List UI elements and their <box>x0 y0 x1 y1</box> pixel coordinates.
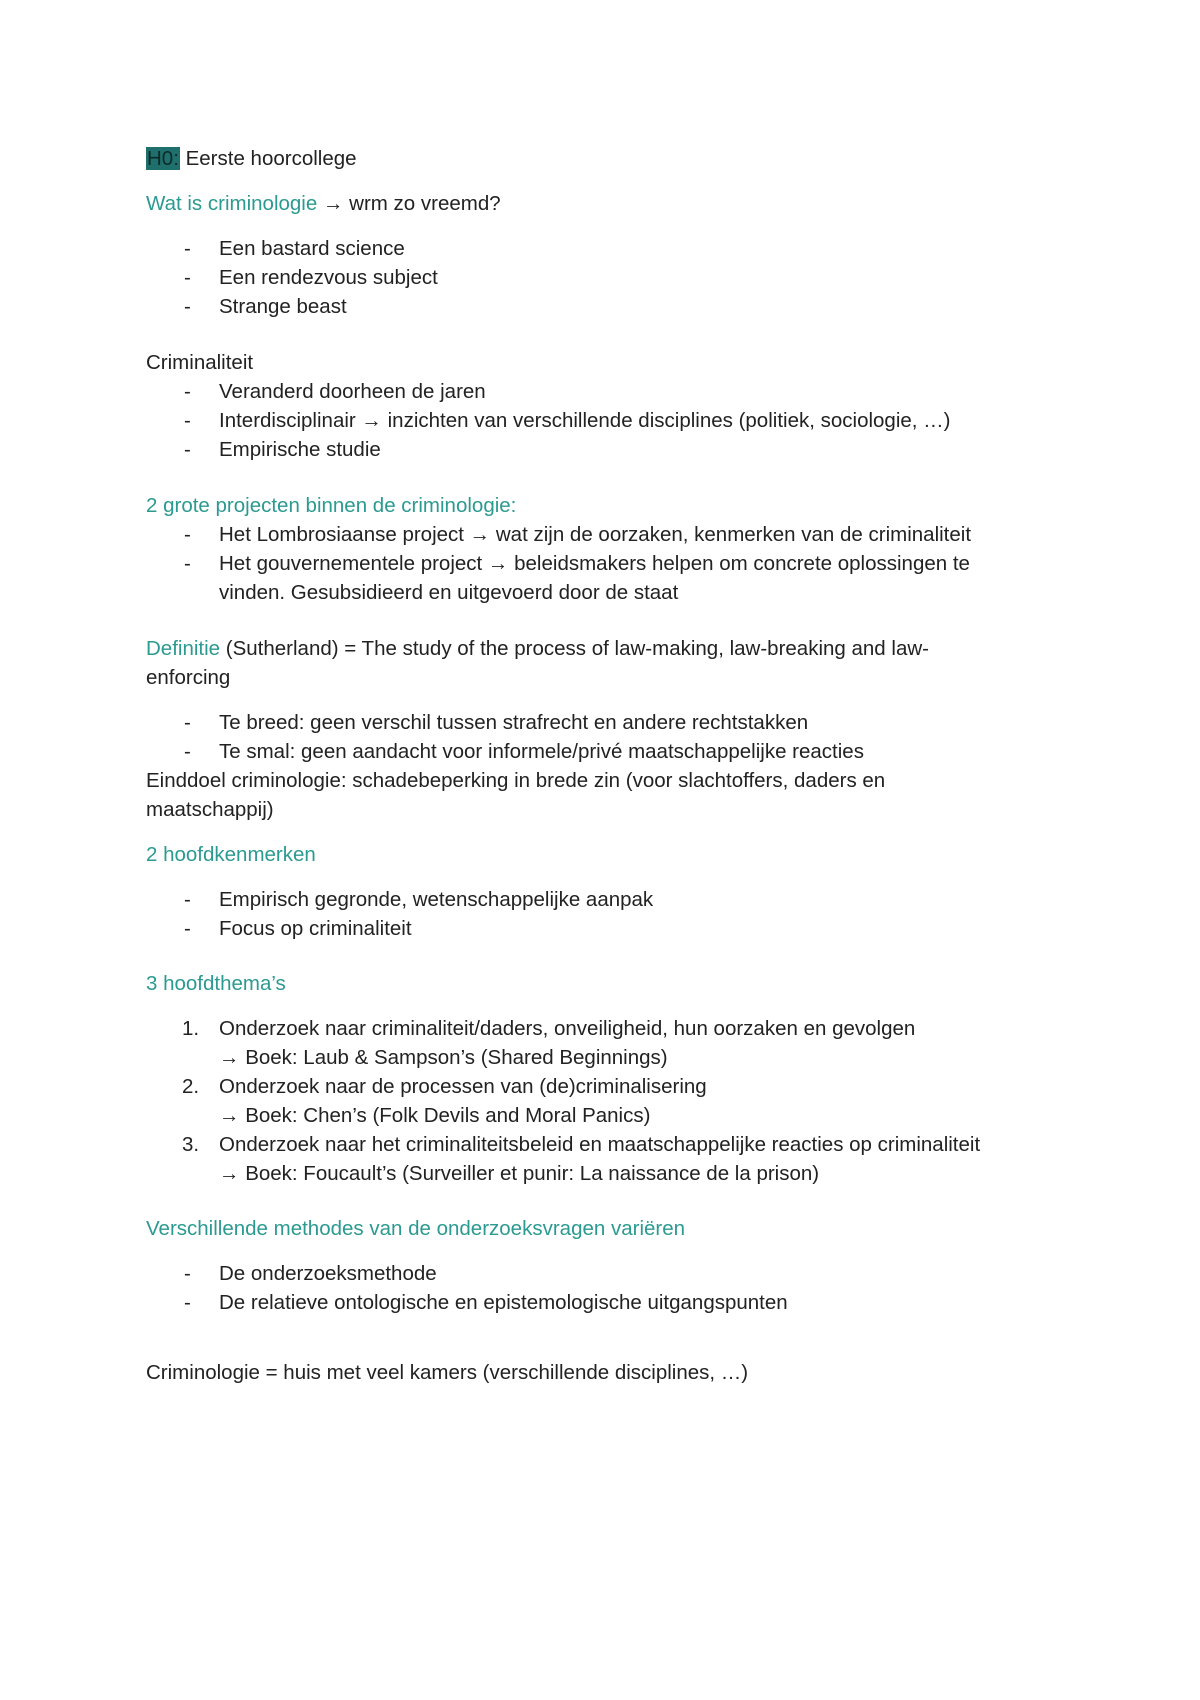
closing-statement: Criminologie = huis met veel kamers (verschillende disciplines, …) <box>146 1361 749 1384</box>
list-projects <box>146 520 1066 607</box>
list-number: 1. <box>182 1017 200 1040</box>
dash-marker: - <box>184 552 191 575</box>
list-number: 2. <box>182 1075 200 1098</box>
list-item-text: Het gouvernementele project → beleidsmakers helpen om concrete oplossingen te vinden. Gesubsidieerd en uitgevoerd door de staat <box>219 552 970 604</box>
definition-text: (Sutherland) = The study of the process of law-making, law-breaking and law-enforcing <box>146 637 929 689</box>
list-item <box>146 377 1066 406</box>
heading-colored-part: Wat is criminologie <box>146 192 318 215</box>
list-item <box>146 406 1066 435</box>
end-goal-paragraph: Einddoel criminologie: schadebeperking in brede zin (voor slachtoffers, daders en maatschappij) <box>146 769 886 821</box>
list-item <box>146 1072 1066 1130</box>
list-item-text: Focus op criminaliteit <box>219 917 412 940</box>
list-item <box>146 1259 1066 1288</box>
list-item <box>146 737 1066 766</box>
list-item-text: Te smal: geen aandacht voor informele/privé maatschappelijke reacties <box>219 740 864 763</box>
section-heading-criminality: Criminaliteit <box>146 351 254 374</box>
list-item-text: Onderzoek naar het criminaliteitsbeleid en maatschappelijke reacties op criminaliteit <box>219 1133 981 1156</box>
document-content <box>146 144 1066 1387</box>
list-item <box>146 708 1066 737</box>
list-methods <box>146 1259 1066 1317</box>
section-heading-main-features: 2 hoofdkenmerken <box>146 843 316 866</box>
dash-marker: - <box>184 1262 191 1285</box>
section-heading-what-is-criminology <box>146 189 1066 218</box>
dash-marker: - <box>184 295 191 318</box>
section-heading-methods: Verschillende methodes van de onderzoeksvragen variëren <box>146 1217 686 1240</box>
definition-paragraph <box>146 634 966 692</box>
dash-marker: - <box>184 740 191 763</box>
dash-marker: - <box>184 438 191 461</box>
list-main-features <box>146 885 1066 943</box>
chapter-code-highlight: H0: <box>147 147 179 170</box>
list-item <box>146 549 1066 607</box>
list-item-text: Empirisch gegronde, wetenschappelijke aanpak <box>219 888 654 911</box>
page-title <box>146 144 1066 173</box>
dash-marker: - <box>184 711 191 734</box>
book-reference: → Boek: Laub & Sampson’s (Shared Beginnings) <box>219 1046 668 1069</box>
list-item-text: Een bastard science <box>219 237 405 260</box>
list-item <box>146 234 1066 263</box>
list-number: 3. <box>182 1133 200 1156</box>
list-item <box>146 1130 1066 1188</box>
section-heading-projects: 2 grote projecten binnen de criminologie: <box>146 494 517 517</box>
list-item-text: De onderzoeksmethode <box>219 1262 437 1285</box>
list-item <box>146 520 1066 549</box>
list-item <box>146 435 1066 464</box>
list-item-text: Empirische studie <box>219 438 381 461</box>
dash-marker: - <box>184 266 191 289</box>
list-item-text: Het Lombrosiaanse project → wat zijn de oorzaken, kenmerken van de criminaliteit <box>219 523 972 546</box>
dash-marker: - <box>184 523 191 546</box>
section-heading-main-themes: 3 hoofdthema’s <box>146 972 286 995</box>
list-item <box>146 292 1066 321</box>
list-item-text: Onderzoek naar criminaliteit/daders, onveiligheid, hun oorzaken en gevolgen <box>219 1017 916 1040</box>
list-criminality <box>146 377 1066 464</box>
dash-marker: - <box>184 917 191 940</box>
list-item <box>146 1014 1066 1072</box>
list-item <box>146 1288 1066 1317</box>
dash-marker: - <box>184 380 191 403</box>
list-definition-critique <box>146 708 1066 766</box>
page-title-text: Eerste hoorcollege <box>185 147 357 170</box>
list-item-text: Interdisciplinair → inzichten van verschillende disciplines (politiek, sociologie, …) <box>219 409 951 432</box>
list-main-themes <box>146 1014 1066 1188</box>
list-item-text: Veranderd doorheen de jaren <box>219 380 486 403</box>
definition-term: Definitie <box>146 637 221 660</box>
list-what-is-criminology <box>146 234 1066 321</box>
dash-marker: - <box>184 888 191 911</box>
dash-marker: - <box>184 237 191 260</box>
list-item <box>146 914 1066 943</box>
list-item <box>146 263 1066 292</box>
list-item-text: Onderzoek naar de processen van (de)criminalisering <box>219 1075 707 1098</box>
book-reference: → Boek: Foucault’s (Surveiller et punir: La naissance de la prison) <box>219 1162 820 1185</box>
list-item <box>146 885 1066 914</box>
heading-rest-part: → wrm zo vreemd? <box>317 192 501 215</box>
book-reference: → Boek: Chen’s (Folk Devils and Moral Panics) <box>219 1104 651 1127</box>
list-item-text: De relatieve ontologische en epistemologische uitgangspunten <box>219 1291 788 1314</box>
dash-marker: - <box>184 1291 191 1314</box>
list-item-text: Te breed: geen verschil tussen strafrecht en andere rechtstakken <box>219 711 809 734</box>
dash-marker: - <box>184 409 191 432</box>
list-item-text: Strange beast <box>219 295 347 318</box>
list-item-text: Een rendezvous subject <box>219 266 438 289</box>
